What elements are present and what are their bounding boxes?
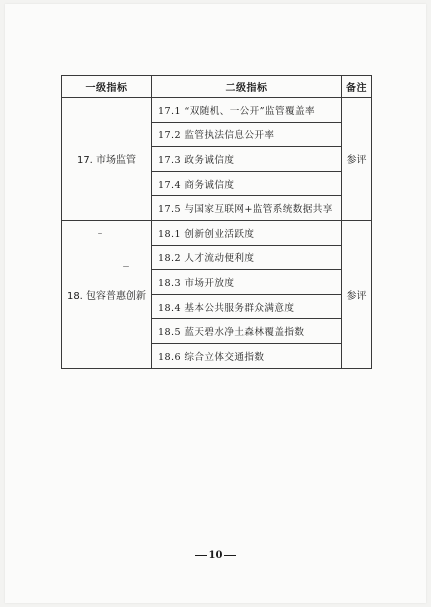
header-level1: 一级指标: [62, 76, 152, 98]
indicator-cell: 18.3 市场开放度: [152, 270, 342, 295]
indicator-table: [61, 75, 372, 369]
indicator-cell: 17.3 政务诚信度: [152, 147, 342, 172]
table-header-row: [62, 76, 372, 98]
indicator-cell: 18.4 基本公共服务群众满意度: [152, 294, 342, 319]
indicator-cell: 18.5 蓝天碧水净土森林覆盖指数: [152, 319, 342, 344]
remark-cell: 参评: [342, 220, 372, 368]
scan-speck: [98, 233, 102, 234]
indicator-cell: 17.4 商务诚信度: [152, 171, 342, 196]
category-cell: 17. 市场监管: [62, 98, 152, 221]
document-page: [5, 4, 426, 603]
page-number-text: 10: [208, 550, 223, 561]
category-cell: 18. 包容普惠创新: [62, 220, 152, 368]
header-level2: 二级指标: [152, 76, 342, 98]
table-row: [62, 220, 372, 245]
indicator-cell: 18.2 人才流动便利度: [152, 245, 342, 270]
dash-left: [195, 555, 207, 557]
table-row: [62, 98, 372, 123]
dash-right: [224, 555, 236, 557]
indicator-cell: 17.5 与国家互联网+监管系统数据共享: [152, 196, 342, 221]
scan-speck: [123, 266, 129, 267]
indicator-cell: 18.6 综合立体交通指数: [152, 343, 342, 368]
indicator-cell: 17.2 监管执法信息公开率: [152, 122, 342, 147]
header-remarks: 备注: [342, 76, 372, 98]
page-number: [5, 550, 426, 561]
remark-cell: 参评: [342, 98, 372, 221]
indicator-cell: 17.1 “双随机、一公开”监管覆盖率: [152, 98, 342, 123]
indicator-cell: 18.1 创新创业活跃度: [152, 220, 342, 245]
